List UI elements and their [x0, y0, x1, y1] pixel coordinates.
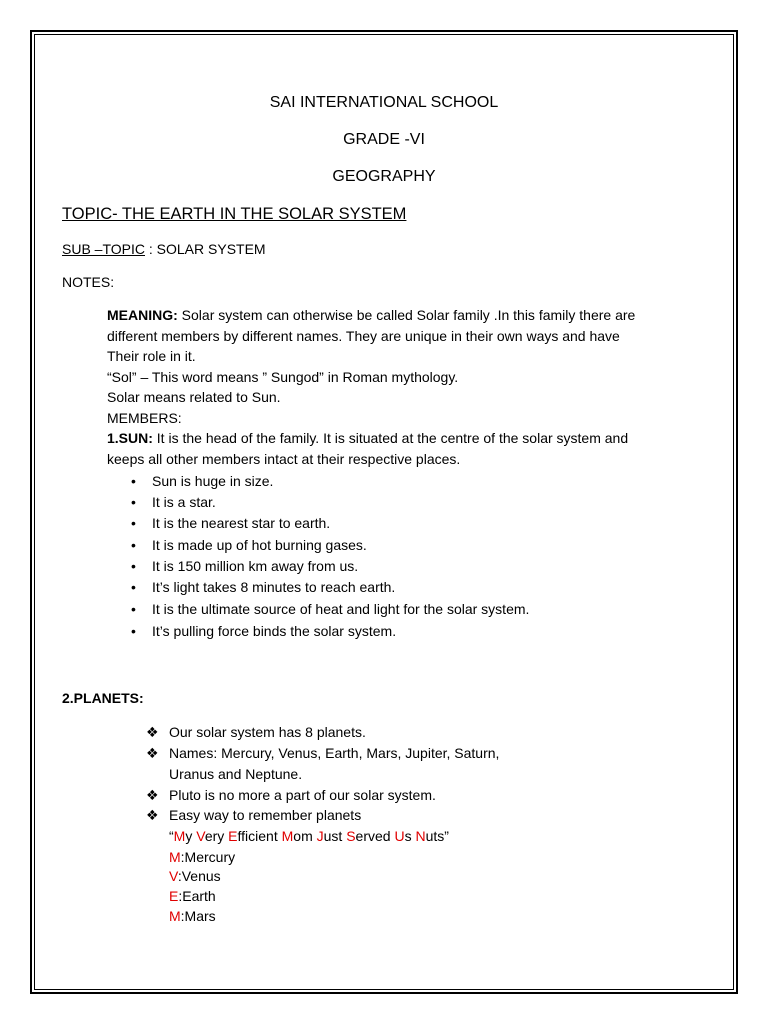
sun-bullet: Sun is huge in size. [152, 473, 274, 489]
members-label: MEMBERS: [107, 409, 182, 426]
grade-heading: GRADE -VI [343, 131, 425, 148]
meaning-paragraph: MEANING: Solar system can otherwise be called Solar family .In this family there are different members by different names. They are unique in their own ways and have Their role in it. “Sol” – This word means ” Sungod” in Roman mythology. Solar means related to Sun. MEMBERS: 1.SUN: It is the head of the family. It is situated at the centre of the solar system and keeps all other members intact at their respective places. [107, 305, 707, 469]
meaning-label: MEANING: [107, 307, 178, 323]
mnemonic-initial: U [394, 828, 405, 844]
bullet-dot: • [131, 515, 136, 531]
diamond-bullet-icon: ❖ [146, 787, 159, 803]
planets-heading: 2.PLANETS: [62, 690, 144, 706]
sun-label: 1.SUN: [107, 430, 153, 446]
sun-bullet: It is the nearest star to earth. [152, 515, 331, 531]
diamond-bullet-icon: ❖ [146, 724, 159, 740]
sun-bullet: It is 150 million km away from us. [152, 558, 359, 574]
mnemonic-line: “My Very Efficient Mom Just Served Us Nuts” [169, 828, 449, 844]
bullet-dot: • [131, 623, 136, 639]
mnemonic-initial: M [173, 828, 186, 844]
diamond-bullet-icon: ❖ [146, 745, 159, 761]
mnemonic-initial: N [415, 828, 426, 844]
planet-item: Names: Mercury, Venus, Earth, Mars, Jupiter, Saturn, [169, 745, 500, 761]
sol-definition: “Sol” – This word means ” Sungod” in Roman mythology. [107, 368, 459, 385]
mnemonic-initial: M [281, 828, 294, 844]
school-name: SAI INTERNATIONAL SCHOOL [269, 94, 499, 111]
bullet-dot: • [131, 579, 136, 595]
subtopic-label: SUB –TOPIC [62, 241, 145, 257]
bullet-dot: • [131, 473, 136, 489]
subtopic-value: : SOLAR SYSTEM [145, 241, 266, 257]
sun-bullet: It is made up of hot burning gases. [152, 537, 367, 553]
mnemonic-initial: S [346, 828, 356, 844]
notes-label: NOTES: [62, 274, 115, 290]
subject-heading: GEOGRAPHY [332, 168, 436, 185]
mnemonic-initial: E [228, 828, 238, 844]
sun-bullet: It is a star. [152, 494, 216, 510]
diamond-bullet-icon: ❖ [146, 807, 159, 823]
sun-bullet: It’s light takes 8 minutes to reach earth. [152, 579, 396, 595]
mnemonic-initial: J [316, 828, 324, 844]
planet-key-item: E:Earth [169, 888, 216, 904]
bullet-dot: • [131, 494, 136, 510]
mnemonic-initial: V [196, 828, 205, 844]
sun-bullet: It is the ultimate source of heat and light for the solar system. [152, 601, 530, 617]
planet-item: Pluto is no more a part of our solar system. [169, 787, 436, 803]
bullet-dot: • [131, 558, 136, 574]
planet-key-item: M:Mercury [169, 849, 236, 865]
sun-bullet: It’s pulling force binds the solar system. [152, 623, 397, 639]
topic-heading: TOPIC- THE EARTH IN THE SOLAR SYSTEM [62, 205, 407, 223]
planet-item-continued: Uranus and Neptune. [169, 766, 303, 782]
solar-definition: Solar means related to Sun. [107, 389, 281, 405]
planet-key-item: V:Venus [169, 868, 221, 884]
planet-item: Our solar system has 8 planets. [169, 724, 366, 740]
planet-item: Easy way to remember planets [169, 807, 362, 823]
bullet-dot: • [131, 601, 136, 617]
bullet-dot: • [131, 537, 136, 553]
subtopic-line [62, 241, 266, 257]
planet-key-item: M:Mars [169, 908, 216, 924]
